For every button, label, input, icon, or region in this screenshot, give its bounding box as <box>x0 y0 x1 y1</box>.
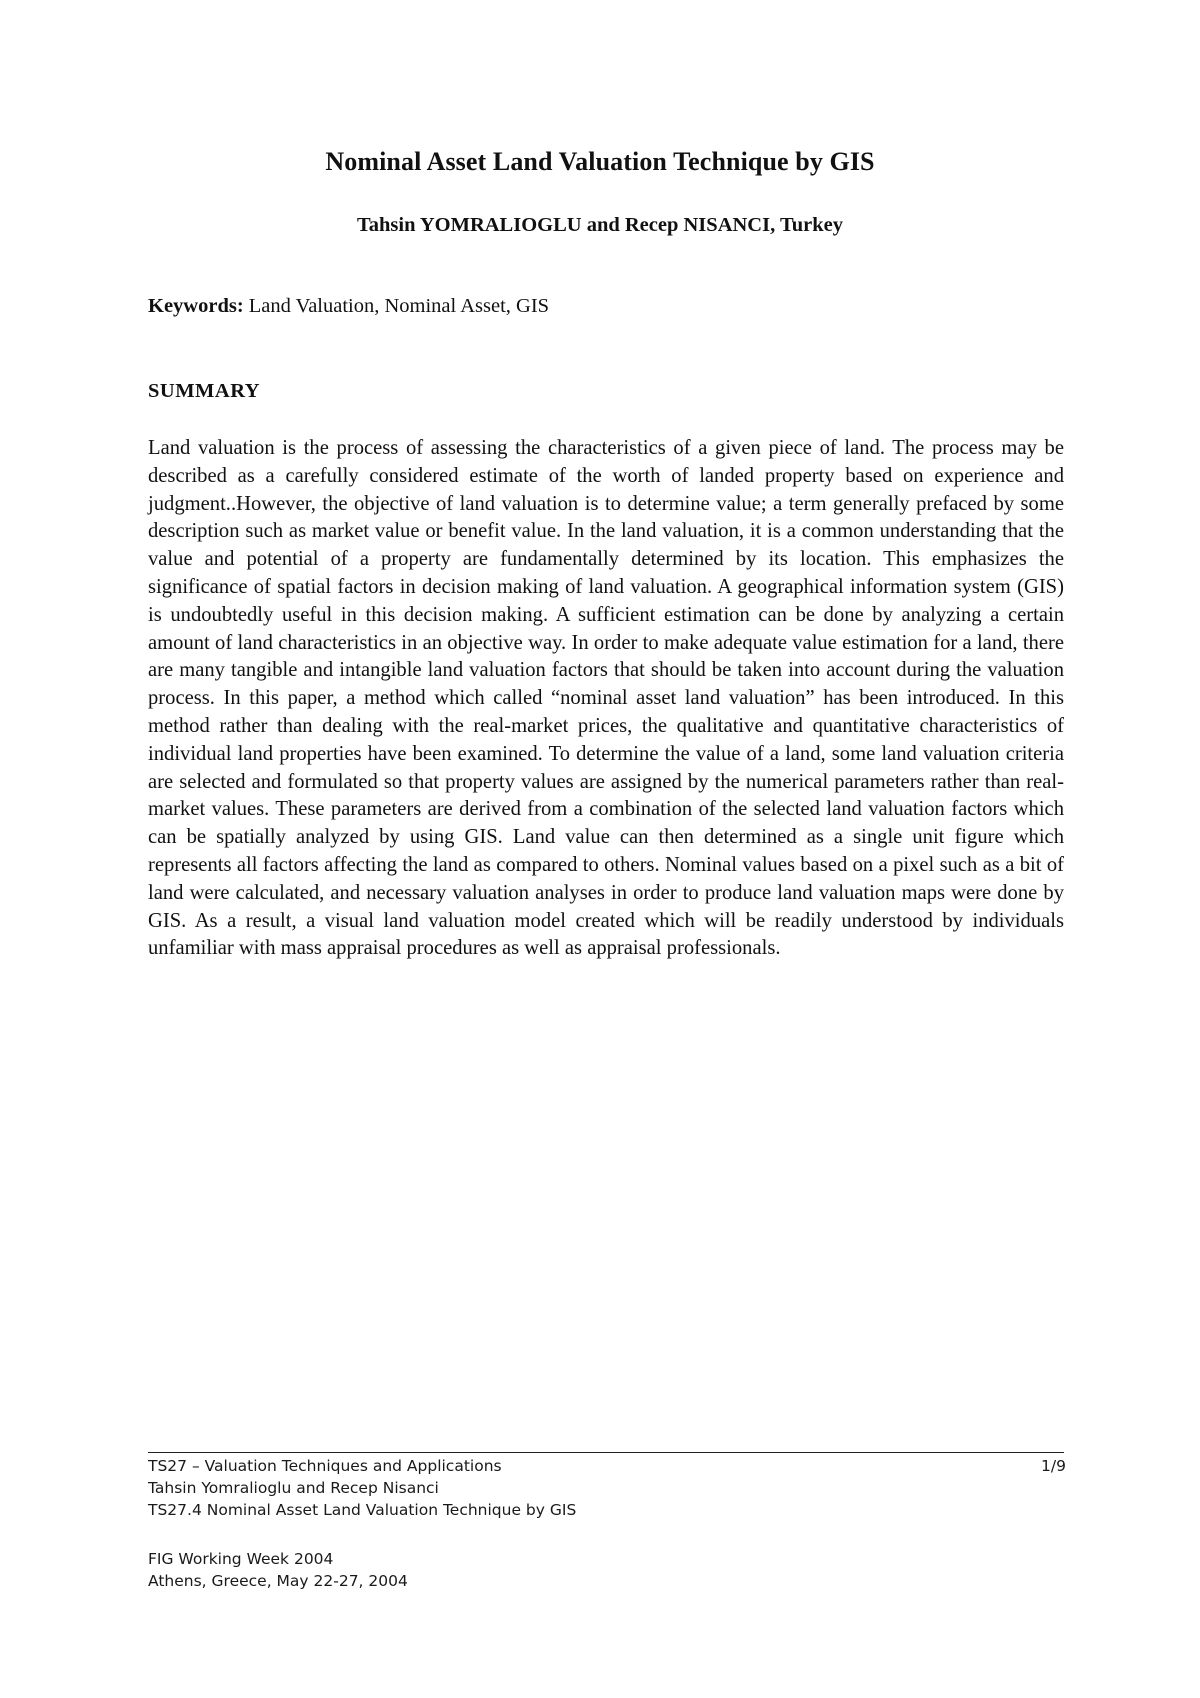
paper-authors: Tahsin YOMRALIOGLU and Recep NISANCI, Turkey <box>356 214 844 236</box>
footer-divider <box>148 1452 1064 1453</box>
summary-paragraph: Land valuation is the process of assessing the characteristics of a given piece of land. The process may be described as a carefully considered estimate of the worth of landed property based on experience and judgment..However, the objective of land valuation is to determine value; a term generally prefaced by some description such as market value or benefit value. In the land valuation, it is a common understanding that the value and potential of a property are fundamentally determined by its location. This emphasizes the significance of spatial factors in decision making of land valuation. A geographical information system (GIS) is undoubtedly useful in this decision making. A sufficient estimation can be done by analyzing a certain amount of land characteristics in an objective way. In order to make adequate value estimation for a land, there are many tangible and intangible land valuation factors that should be taken into account during the valuation process. In this paper, a method which called “nominal asset land valuation” has been introduced. In this method rather than dealing with the real-market prices, the qualitative and quantitative characteristics of individual land properties have been examined. To determine the value of a land, some land valuation criteria are selected and formulated so that property values are assigned by the numerical parameters rather than real-market values. These parameters are derived from a combination of the selected land valuation factors which can be spatially analyzed by using GIS. Land value can then determined as a single unit figure which represents all factors affecting the land as compared to others. Nominal values based on a pixel such as a bit of land were calculated, and necessary valuation analyses in order to produce land valuation maps were done by GIS. As a result, a visual land valuation model created which will be readily understood by individuals unfamiliar with mass appraisal procedures as well as appraisal professionals. <box>148 437 1064 960</box>
paper-title: Nominal Asset Land Valuation Technique by GIS <box>325 147 875 176</box>
footer-paper-ref: TS27.4 Nominal Asset Land Valuation Technique by GIS <box>148 1501 577 1519</box>
keywords-text: Land Valuation, Nominal Asset, GIS <box>243 295 550 317</box>
footer-event: FIG Working Week 2004 <box>148 1550 334 1568</box>
footer-authors: Tahsin Yomralioglu and Recep Nisanci <box>148 1479 439 1497</box>
keywords-line <box>148 295 549 318</box>
footer-place-date: Athens, Greece, May 22-27, 2004 <box>148 1572 408 1590</box>
summary-heading: SUMMARY <box>148 380 261 402</box>
footer-session: TS27 – Valuation Techniques and Applications <box>148 1457 502 1475</box>
footer-event-block <box>148 1548 408 1592</box>
footer-citation <box>148 1455 576 1521</box>
keywords-label: Keywords: <box>148 295 244 317</box>
page-number: 1/9 <box>1041 1457 1066 1475</box>
